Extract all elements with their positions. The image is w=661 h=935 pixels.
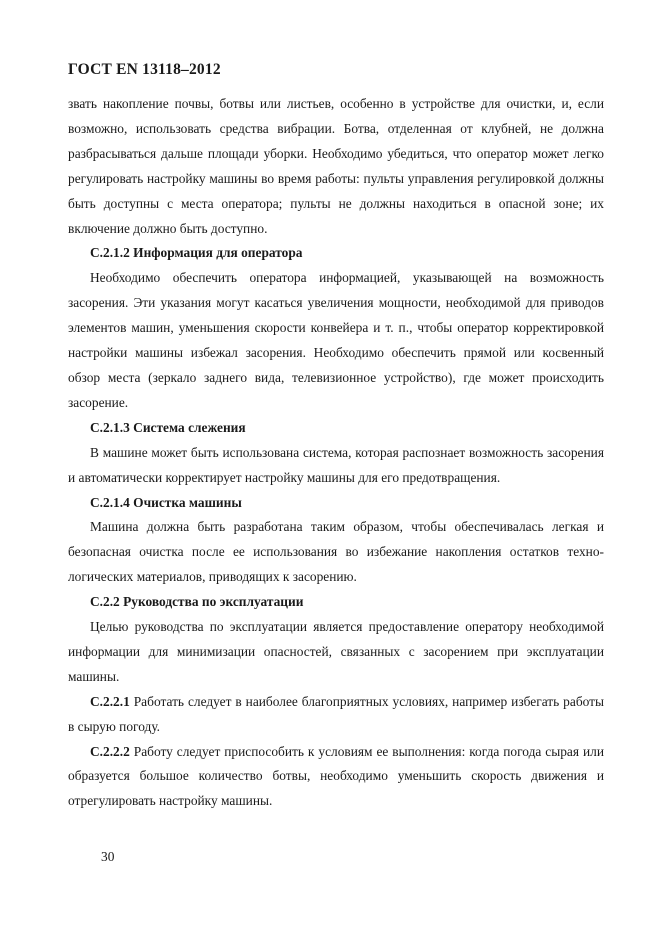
section-heading-c2-1-2: С.2.1.2 Информация для оператора [90, 245, 303, 261]
clause-number: С.2.2.1 [90, 693, 130, 709]
paragraph-c2-2-1 [68, 690, 604, 740]
clause-text: Работу следует приспособить к условиям ее выполнения: когда погода сырая или образуется большое количество ботвы, необходимо уменьшить скорость движения и отрегулировать настройку машины. [68, 743, 604, 809]
clause-number: С.2.2.2 [90, 743, 130, 759]
paragraph-machine-cleaning: Машина должна быть разработана таким образом, чтобы обеспечивалась легкая и безопасная очистка после ее использования во избежание накопления остатков технологических материалов, приводящих к засорению. [68, 519, 604, 585]
paragraph-manuals: Целью руководства по эксплуатации является предоставление оператору необходимой информации для минимизации опасностей, связанных с засорением при эксплуатации машины. [68, 619, 604, 684]
paragraph-operator-info: Необходимо обеспечить оператора информацией, указывающей на возможность засорения. Эти указания могут касаться увеличения мощности, необходимой для приводов элементов машин, уменьшения скорости конвейера и т. п., чтобы оператор корректировкой настройки машины избежал засорения. Необходимо обеспечить прямой или косвенный обзор места (зеркало заднего вида, телевизионное устройство), где может происходить засорение. [68, 270, 604, 410]
standard-header: ГОСТ EN 13118–2012 [68, 61, 221, 78]
section-heading-c2-1-3: С.2.1.3 Система слежения [90, 419, 246, 435]
paragraph-c2-2-2 [68, 740, 604, 815]
page-number: 30 [101, 849, 115, 864]
paragraph-continuation: звать накопление почвы, ботвы или листьев, особенно в устройстве для очистки, и, если возможно, использовать средства вибрации. Ботва, отделенная от клубней, не должна разбрасываться дальше площади уборки. Необходимо убедиться, что оператор может легко регулировать настройку машины во время работы: пульты управления регулировкой должны быть доступны с места оператора; пульты не должны находиться в опасной зоне; их включение должно быть доступно. [68, 96, 604, 236]
section-heading-c2-2: С.2.2 Руководства по эксплуатации [90, 594, 304, 610]
clause-text: Работать следует в наиболее благоприятных условиях, например избегать работы в сырую погоду. [68, 693, 604, 734]
page-content [68, 92, 604, 814]
section-heading-c2-1-4: С.2.1.4 Очистка машины [90, 494, 242, 510]
paragraph-monitoring-system: В машине может быть использована система, которая распознает возможность засорения и автоматически корректирует настройку машины для его предотвращения. [68, 444, 604, 485]
